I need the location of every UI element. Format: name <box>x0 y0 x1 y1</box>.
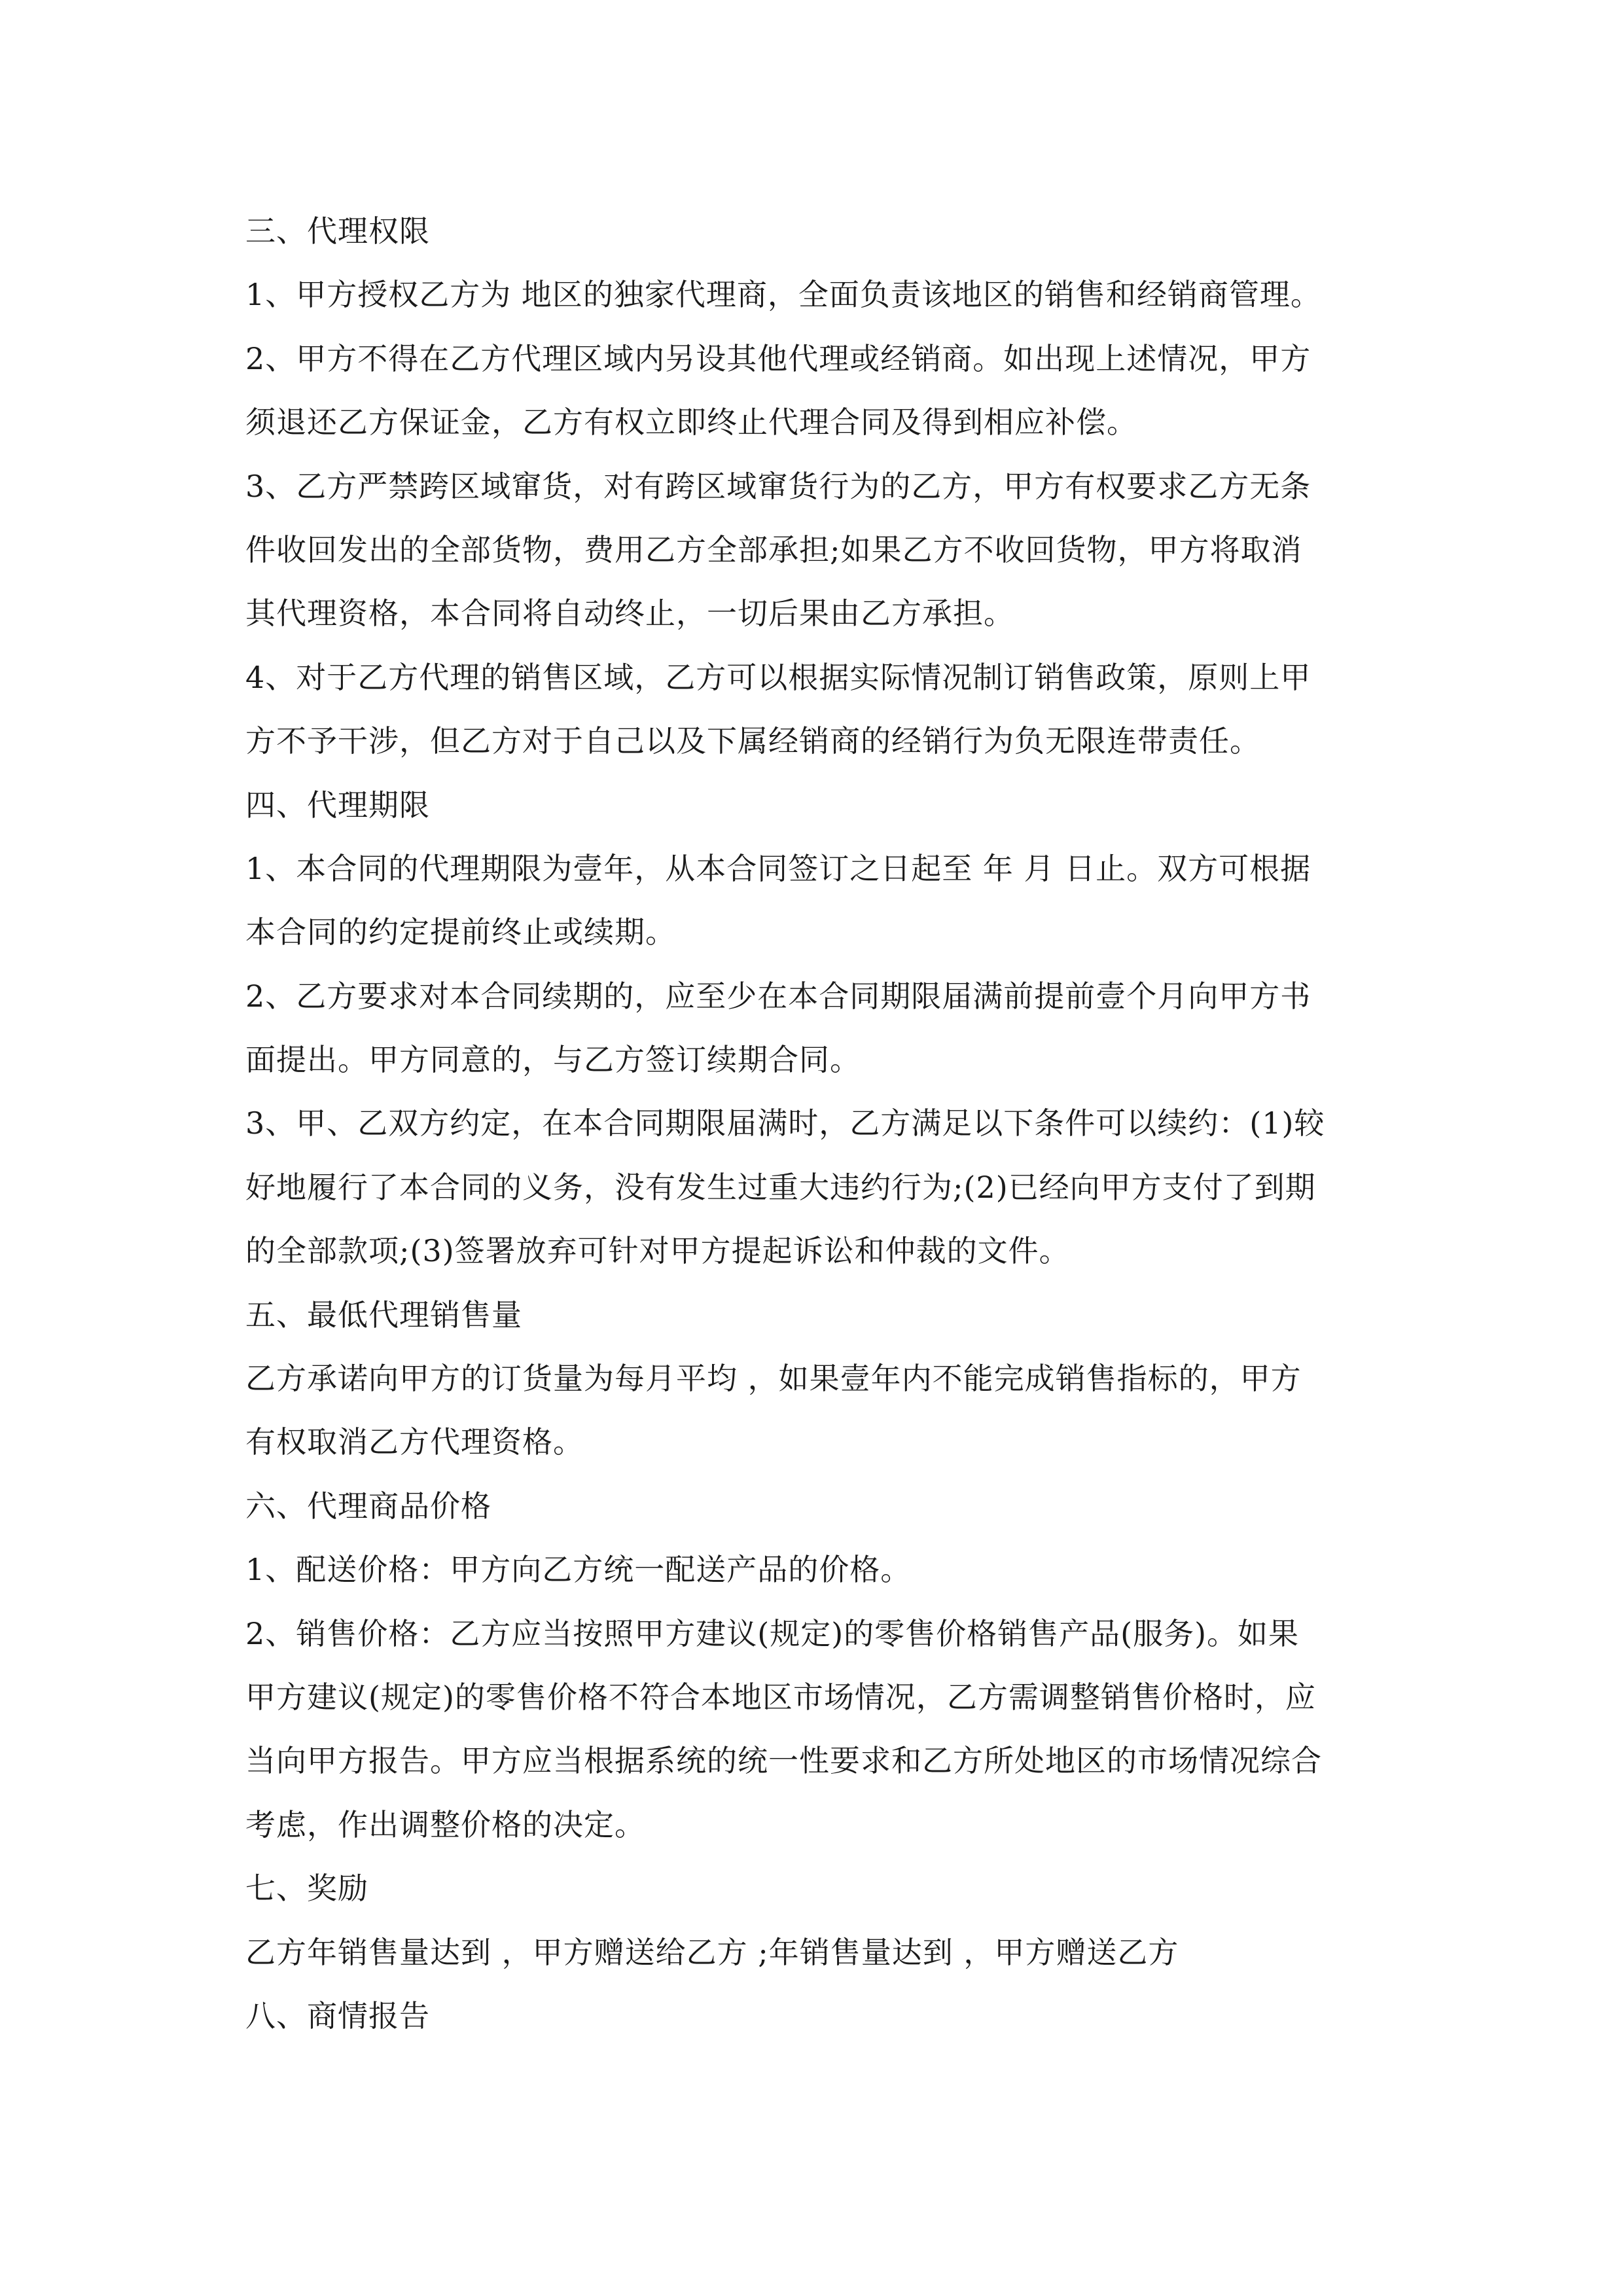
paragraph-line: 本合同的约定提前终止或续期。 <box>245 914 676 950</box>
section-heading-agency-authority: 三、代理权限 <box>245 213 430 249</box>
paragraph-line: 面提出。甲方同意的，与乙方签订续期合同。 <box>245 1042 861 1078</box>
paragraph-line: 2、甲方不得在乙方代理区域内另设其他代理或经销商。如出现上述情况，甲方 <box>245 340 1311 376</box>
paragraph-line: 有权取消乙方代理资格。 <box>245 1424 584 1460</box>
document-body <box>245 200 1397 2048</box>
paragraph-line: 1、本合同的代理期限为壹年，从本合同签订之日起至 年 月 日止。双方可根据 <box>245 850 1311 886</box>
section-heading-rewards: 七、奖励 <box>245 1871 368 1907</box>
paragraph-line: 的全部款项;(3)签署放弃可针对甲方提起诉讼和仲裁的文件。 <box>245 1233 1070 1269</box>
paragraph-line: 乙方年销售量达到 ，甲方赠送给乙方 ;年销售量达到 ，甲方赠送乙方 <box>245 1934 1179 1970</box>
paragraph-line: 2、销售价格：乙方应当按照甲方建议(规定)的零售价格销售产品(服务)。如果 <box>245 1615 1300 1651</box>
paragraph-line: 1、甲方授权乙方为 地区的独家代理商，全面负责该地区的销售和经销商管理。 <box>245 277 1321 313</box>
paragraph-line: 件收回发出的全部货物，费用乙方全部承担;如果乙方不收回货物，甲方将取消 <box>245 531 1302 567</box>
paragraph-line: 考虑，作出调整价格的决定。 <box>245 1806 645 1842</box>
section-heading-agency-term: 四、代理期限 <box>245 787 430 823</box>
paragraph-line: 甲方建议(规定)的零售价格不符合本地区市场情况，乙方需调整销售价格时，应 <box>245 1679 1316 1715</box>
paragraph-line: 须退还乙方保证金，乙方有权立即终止代理合同及得到相应补偿。 <box>245 404 1137 440</box>
section-heading-minimum-sales: 五、最低代理销售量 <box>245 1297 522 1333</box>
paragraph-line: 好地履行了本合同的义务，没有发生过重大违约行为;(2)已经向甲方支付了到期 <box>245 1169 1316 1205</box>
paragraph-line: 3、乙方严禁跨区域窜货，对有跨区域窜货行为的乙方，甲方有权要求乙方无条 <box>245 468 1311 504</box>
paragraph-line: 1、配送价格：甲方向乙方统一配送产品的价格。 <box>245 1552 912 1588</box>
section-heading-market-report: 八、商情报告 <box>245 1998 430 2034</box>
paragraph-line: 4、对于乙方代理的销售区域，乙方可以根据实际情况制订销售政策，原则上甲 <box>245 659 1311 695</box>
paragraph-line: 当向甲方报告。甲方应当根据系统的统一性要求和乙方所处地区的市场情况综合 <box>245 1743 1322 1779</box>
paragraph-line: 2、乙方要求对本合同续期的，应至少在本合同期限届满前提前壹个月向甲方书 <box>245 978 1311 1014</box>
section-heading-product-price: 六、代理商品价格 <box>245 1488 491 1524</box>
paragraph-line: 方不予干涉，但乙方对于自己以及下属经销商的经销行为负无限连带责任。 <box>245 723 1260 759</box>
paragraph-line: 其代理资格，本合同将自动终止，一切后果由乙方承担。 <box>245 596 1014 632</box>
paragraph-line: 乙方承诺向甲方的订货量为每月平均 ，如果壹年内不能完成销售指标的，甲方 <box>245 1361 1302 1397</box>
paragraph-line: 3、甲、乙双方约定，在本合同期限届满时，乙方满足以下条件可以续约：(1)较 <box>245 1105 1325 1141</box>
